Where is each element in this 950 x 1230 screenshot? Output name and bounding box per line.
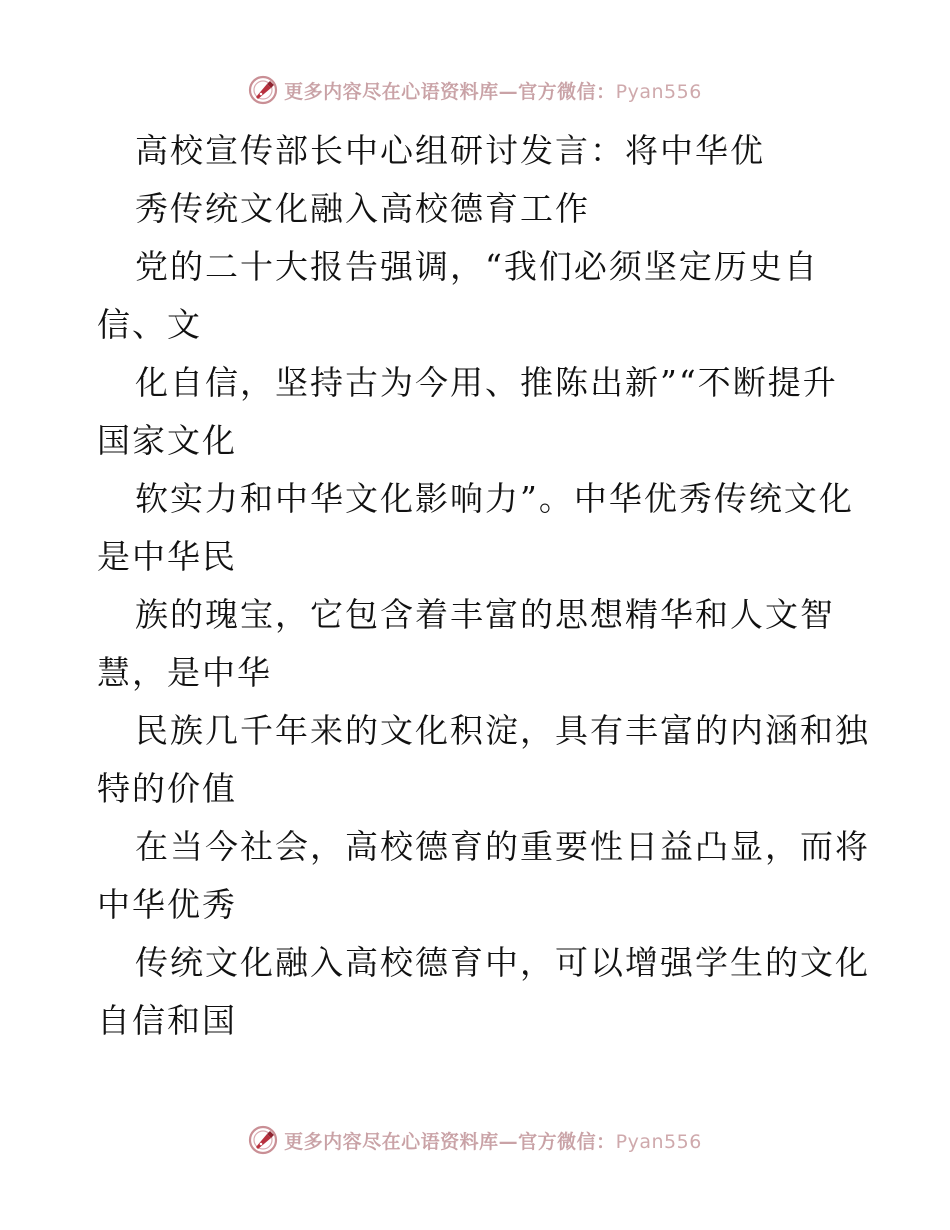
- pen-nib-circle-icon: [248, 1125, 278, 1155]
- paragraph-line-wrap: 是中华民: [97, 537, 237, 576]
- banner-label: 更多内容尽在心语资料库—官方微信：: [284, 1130, 616, 1153]
- document-body: [97, 122, 870, 1050]
- footer-watermark-banner: [0, 1120, 950, 1160]
- paragraph-line: 党的二十大报告强调，“我们必须坚定历史自: [135, 247, 819, 286]
- paragraph-line: 传统文化融入高校德育中，可以增强学生的文化: [135, 943, 870, 982]
- pen-nib-circle-icon: [248, 75, 278, 105]
- paragraph-line: 族的瑰宝，它包含着丰富的思想精华和人文智: [135, 595, 835, 634]
- header-watermark-banner: [0, 70, 950, 110]
- wechat-id: Pyan556: [615, 1130, 702, 1153]
- paragraph-line-wrap: 国家文化: [97, 421, 237, 460]
- paragraph-line-wrap: 中华优秀: [97, 885, 237, 924]
- paragraph-line: 在当今社会，高校德育的重要性日益凸显，而将: [135, 827, 870, 866]
- wechat-id: Pyan556: [615, 80, 702, 103]
- paragraph-line-wrap: 信、文: [97, 305, 202, 344]
- paragraph-line: 软实力和中华文化影响力”。中华优秀传统文化: [135, 479, 854, 518]
- title-line-1: 高校宣传部长中心组研讨发言：将中华优: [135, 131, 765, 170]
- paragraph-line-wrap: 慧，是中华: [97, 653, 272, 692]
- paragraph-line-wrap: 特的价值: [97, 769, 237, 808]
- banner-text: [284, 1127, 702, 1154]
- paragraph-line: 化自信，坚持古为今用、推陈出新”“不断提升: [135, 363, 838, 402]
- title-line-2: 秀传统文化融入高校德育工作: [135, 189, 590, 228]
- paragraph-line: 民族几千年来的文化积淀，具有丰富的内涵和独: [135, 711, 870, 750]
- banner-label: 更多内容尽在心语资料库—官方微信：: [284, 80, 616, 103]
- banner-text: [284, 77, 702, 104]
- paragraph-line-wrap: 自信和国: [97, 1001, 237, 1040]
